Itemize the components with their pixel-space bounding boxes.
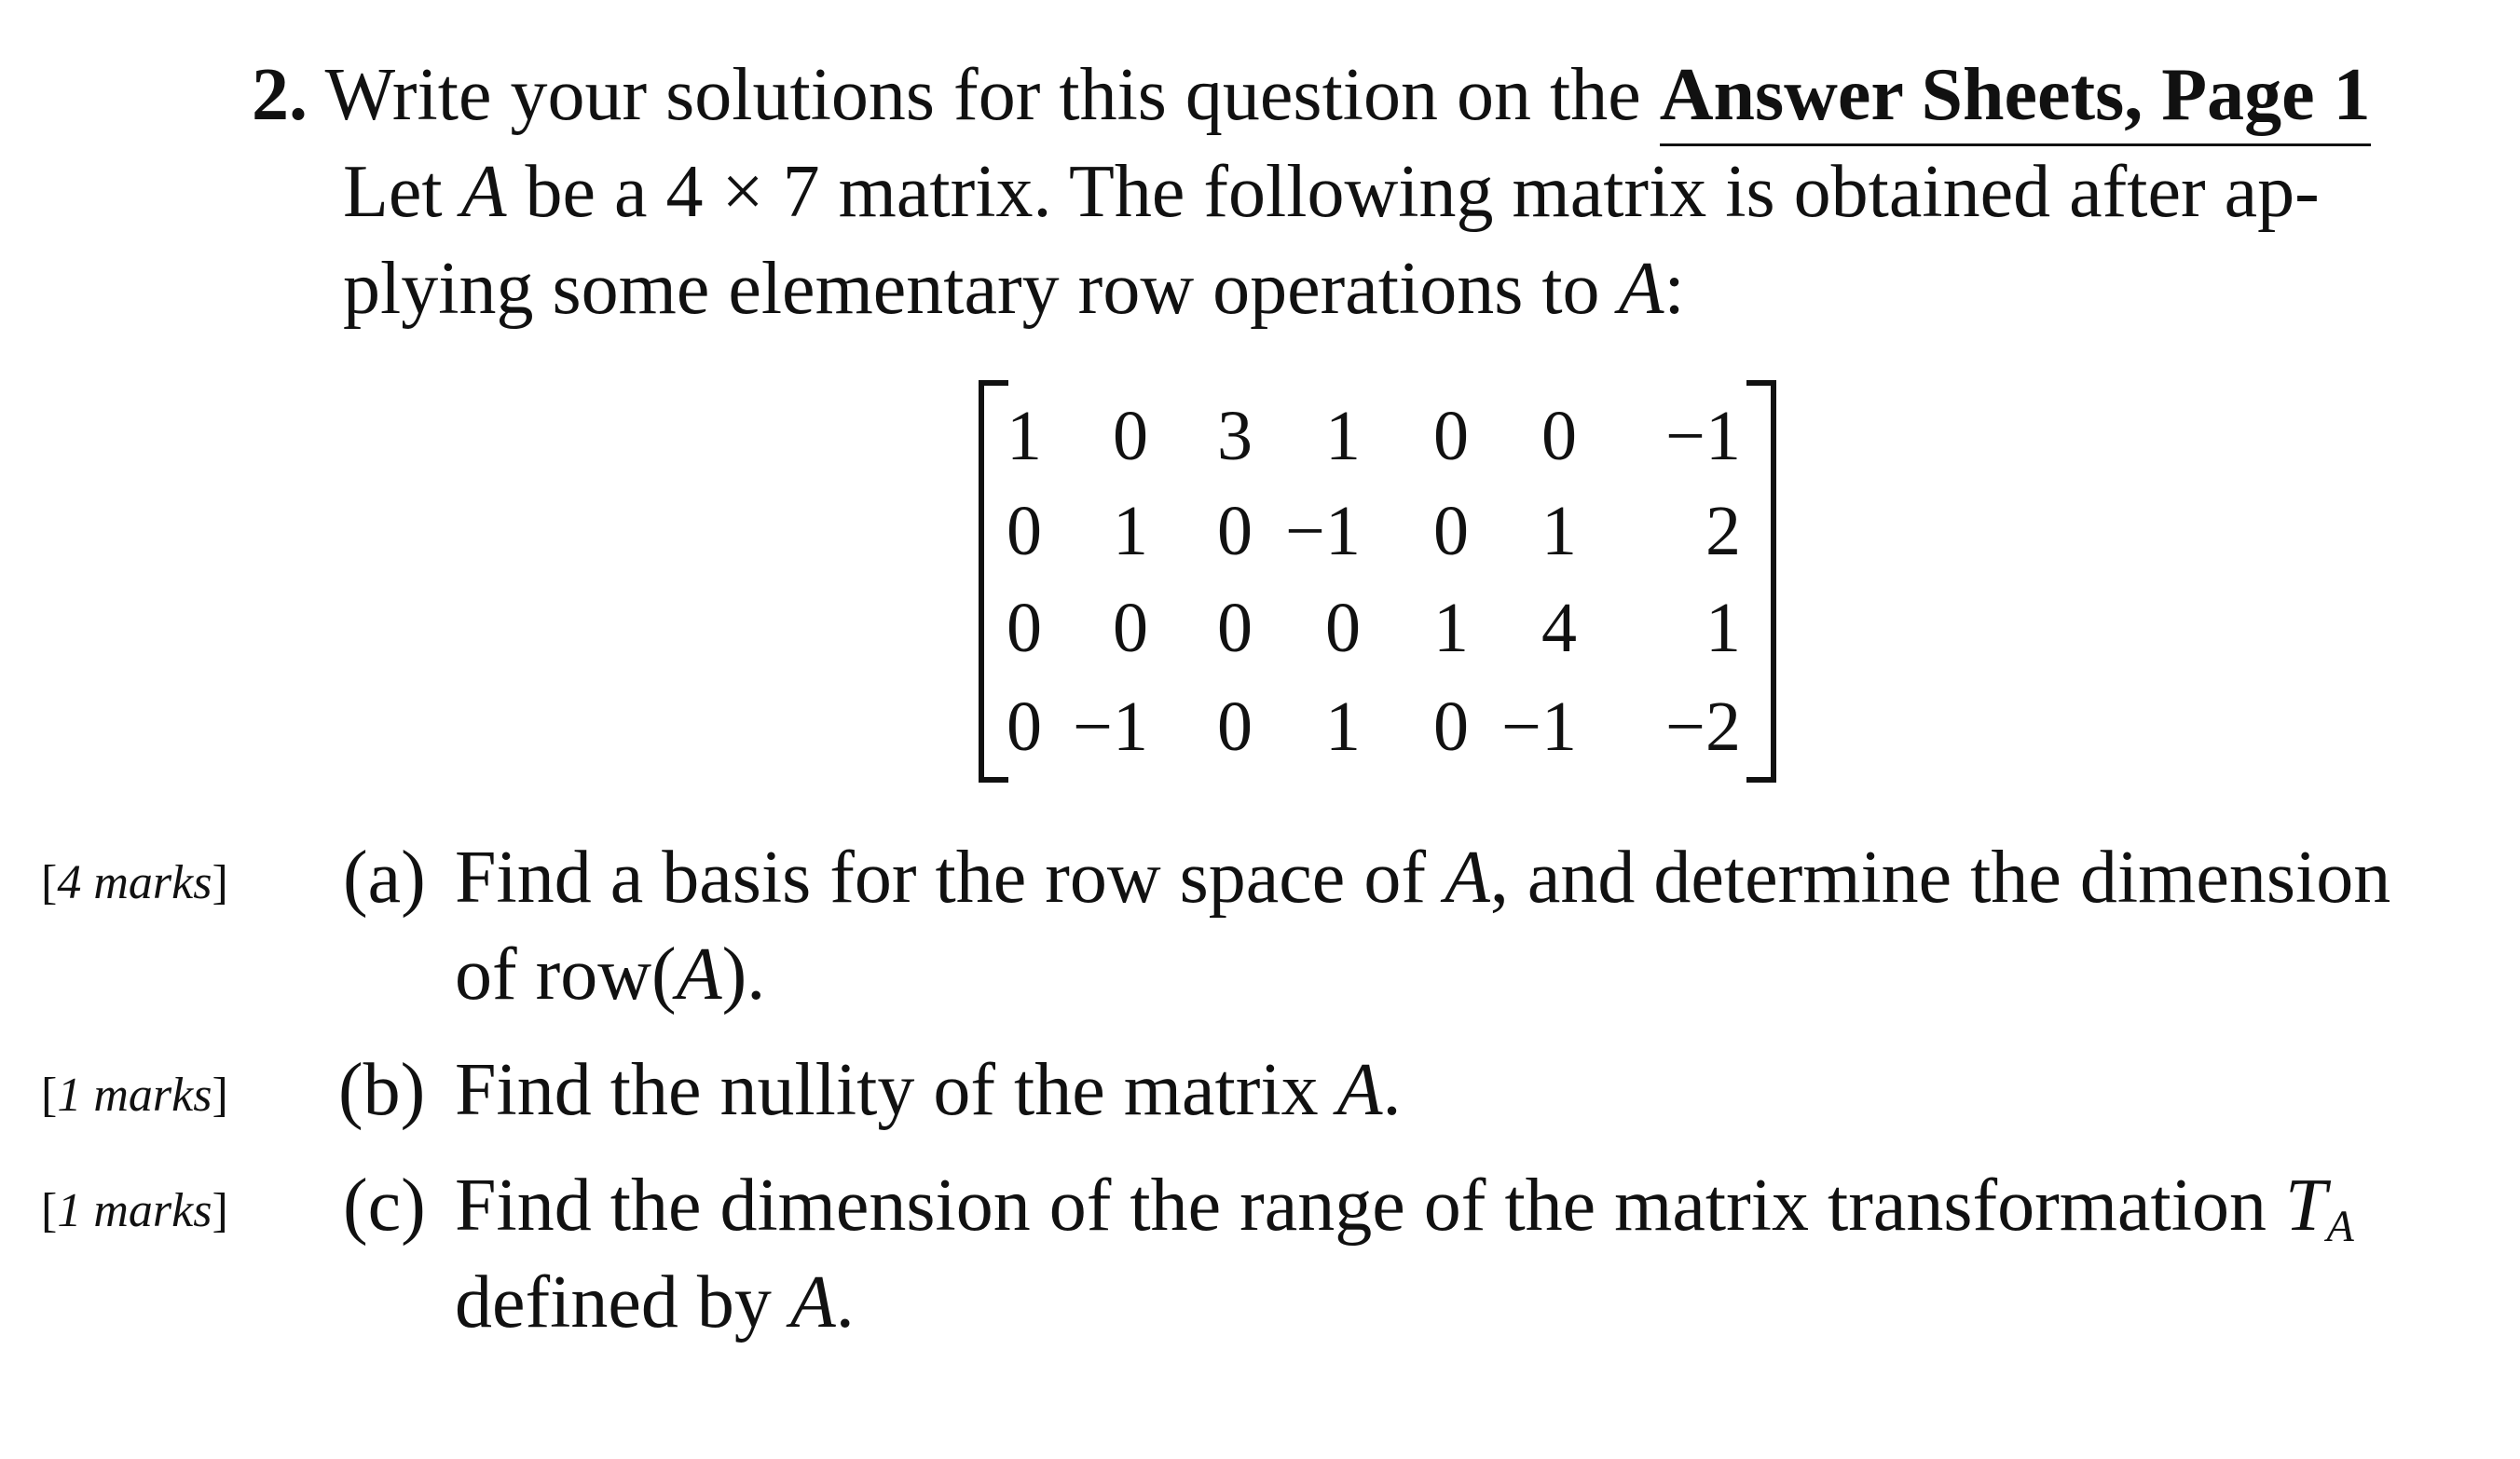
part-b-text-b: . xyxy=(1382,1049,1402,1131)
matrix-cell-r4-c1: 0 xyxy=(1007,688,1042,766)
matrix-cell-r1-c5: 0 xyxy=(1433,397,1469,475)
part-a-line-2 xyxy=(455,934,766,1016)
matrix-cell-r2-c7: 2 xyxy=(1705,492,1741,570)
variable-A: A xyxy=(789,1261,836,1343)
part-a-text-a: Find a basis for the row space of xyxy=(455,837,1426,919)
question-number: 2. xyxy=(252,54,308,136)
matrix-cell-r1-c3: 3 xyxy=(1217,397,1253,475)
matrix-cell-r4-c3: 0 xyxy=(1217,688,1253,766)
subscript-A: A xyxy=(2326,1202,2354,1251)
variable-A: A xyxy=(460,151,507,233)
part-b-marks xyxy=(41,1071,228,1120)
matrix-cell-r3-c7: 1 xyxy=(1705,589,1741,667)
marks-close: ] xyxy=(212,1069,228,1122)
line3-text: plying some elementary row operations to xyxy=(343,248,1600,330)
part-a-line-1 xyxy=(455,837,2391,919)
marks-value: 1 marks xyxy=(57,1069,212,1122)
matrix-cell-r3-c1: 0 xyxy=(1007,589,1042,667)
marks-close: ] xyxy=(212,856,228,909)
question-line-1 xyxy=(252,54,2371,136)
matrix-cell-r2-c1: 0 xyxy=(1007,492,1042,570)
matrix-cell-r1-c4: 1 xyxy=(1325,397,1361,475)
variable-T: T xyxy=(2284,1165,2327,1247)
part-b-text-a: Find the nullity of the matrix xyxy=(455,1049,1319,1131)
part-c-line-1 xyxy=(455,1165,2354,1251)
matrix-right-bracket xyxy=(1746,380,1776,783)
matrix-cell-r1-c7: −1 xyxy=(1665,397,1741,475)
marks-close: ] xyxy=(212,1184,228,1237)
matrix-cell-r4-c7: −2 xyxy=(1665,688,1741,766)
part-a-text-d: ). xyxy=(721,934,766,1016)
line3-colon: : xyxy=(1664,248,1685,330)
line2-text-b: be a 4 × 7 matrix. The following matrix is obtained after ap- xyxy=(525,151,2320,233)
matrix-cell-r1-c2: 0 xyxy=(1113,397,1148,475)
part-c-text-b: defined by xyxy=(455,1261,772,1343)
part-c-text-a: Find the dimension of the range of the matrix transformation xyxy=(455,1165,2267,1247)
matrix-cell-r2-c4: −1 xyxy=(1285,492,1361,570)
matrix-cell-r3-c4: 0 xyxy=(1325,589,1361,667)
matrix-cell-r4-c5: 0 xyxy=(1433,688,1469,766)
part-b-label: (b) xyxy=(338,1049,426,1131)
marks-value: 1 marks xyxy=(57,1184,212,1237)
part-a-text-b: , and determine the dimension xyxy=(1489,837,2391,919)
matrix-cell-r4-c2: −1 xyxy=(1073,688,1148,766)
matrix-cell-r3-c3: 0 xyxy=(1217,589,1253,667)
part-a-text-c: of row( xyxy=(455,934,677,1016)
matrix-cell-r2-c3: 0 xyxy=(1217,492,1253,570)
matrix-cell-r2-c6: 1 xyxy=(1541,492,1577,570)
question-intro: Write your solutions for this question on the xyxy=(324,54,1641,136)
marks-open: [ xyxy=(41,1184,58,1237)
answer-sheet-reference: Answer Sheets, Page 1 xyxy=(1660,54,2371,146)
marks-open: [ xyxy=(41,856,58,909)
part-a-label: (a) xyxy=(343,837,426,919)
matrix-cell-r4-c6: −1 xyxy=(1501,688,1577,766)
question-line-3 xyxy=(343,248,1685,330)
marks-open: [ xyxy=(41,1069,58,1122)
matrix-cell-r1-c6: 0 xyxy=(1541,397,1577,475)
variable-A: A xyxy=(1336,1049,1383,1131)
variable-A: A xyxy=(1618,248,1664,330)
matrix-cell-r2-c5: 0 xyxy=(1433,492,1469,570)
line2-text-a: Let xyxy=(343,151,443,233)
variable-A: A xyxy=(1444,837,1490,919)
matrix-cell-r3-c5: 1 xyxy=(1433,589,1469,667)
marks-value: 4 marks xyxy=(57,856,212,909)
part-c-text-c: . xyxy=(835,1261,855,1343)
matrix-cell-r2-c2: 1 xyxy=(1113,492,1148,570)
part-c-marks xyxy=(41,1184,228,1237)
matrix-cell-r4-c4: 1 xyxy=(1325,688,1361,766)
part-c-label: (c) xyxy=(343,1165,426,1247)
matrix-cell-r3-c2: 0 xyxy=(1113,589,1148,667)
matrix-cell-r1-c1: 1 xyxy=(1007,397,1042,475)
variable-A: A xyxy=(676,934,722,1016)
part-a-marks xyxy=(41,856,228,909)
matrix-cell-r3-c6: 4 xyxy=(1541,589,1577,667)
part-b-line-1 xyxy=(455,1049,1402,1131)
question-line-2 xyxy=(343,151,2320,233)
part-c-line-2 xyxy=(455,1261,855,1343)
